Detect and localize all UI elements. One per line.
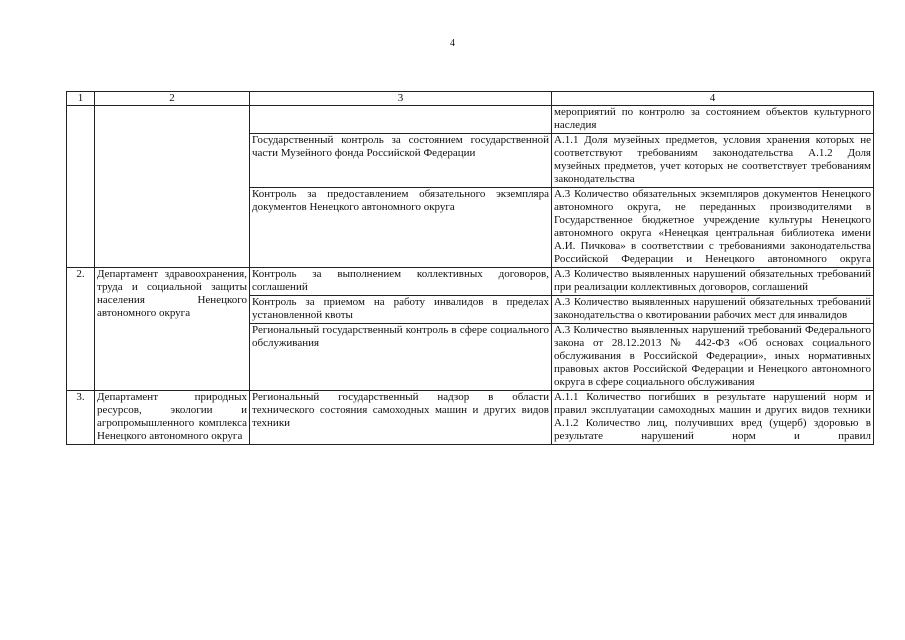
department-cell: Департамент здравоохранения, труда и социальной защиты населения Ненецкого автономного округа [95, 268, 250, 391]
column-header-3: 3 [250, 92, 552, 106]
control-type-cell [250, 106, 552, 134]
table-row [67, 106, 874, 134]
indicator-cell: А.3 Количество выявленных нарушений обязательных требований законодательства о квотировании рабочих мест для инвалидов [552, 296, 874, 324]
control-type-cell: Контроль за предоставлением обязательного экземпляра документов Ненецкого автономного округа [250, 188, 552, 268]
page-number: 4 [450, 38, 455, 49]
department-cell: Департамент природных ресурсов, экологии и агропромышленного комплекса Ненецкого автономного округа [95, 391, 250, 445]
control-table [66, 91, 874, 445]
table-row [67, 268, 874, 296]
control-type-cell: Региональный государственный надзор в области технического состояния самоходных машин и других видов техники [250, 391, 552, 445]
department-cell [95, 106, 250, 268]
table-header [67, 92, 874, 106]
control-type-cell: Контроль за приемом на работу инвалидов в пределах установленной квоты [250, 296, 552, 324]
indicator-cell: А.3 Количество обязательных экземпляров документов Ненецкого автономного округа, не переданных производителями в Государственное бюджетное учреждение культуры Ненецкого автономного округа «Ненецкая центральная библиотека имени А.И. Пичкова» в соответствии с требованиями законодательства Российской Федерации и Ненецкого автономного округа [552, 188, 874, 268]
control-type-cell: Контроль за выполнением коллективных договоров, соглашений [250, 268, 552, 296]
indicator-cell: А.3 Количество выявленных нарушений обязательных требований при реализации коллективных договоров, соглашений [552, 268, 874, 296]
control-type-cell: Региональный государственный контроль в сфере социального обслуживания [250, 324, 552, 391]
row-number-cell: 2. [67, 268, 95, 391]
indicator-cell: А.1.1 Доля музейных предметов, условия хранения которых не соответствуют требованиям законодательства А.1.2 Доля музейных предметов, учет которых не соответствует требованиям законодательства [552, 134, 874, 188]
indicator-cell: А.1.1 Количество погибших в результате нарушений норм и правил эксплуатации самоходных машин и других видов техники А.1.2 Количество лиц, получивших вред (ущерб) здоровью в результате нарушений норм и правил [552, 391, 874, 445]
column-header-4: 4 [552, 92, 874, 106]
indicator-cell: мероприятий по контролю за состоянием объектов культурного наследия [552, 106, 874, 134]
indicator-cell: А.3 Количество выявленных нарушений требований Федерального закона от 28.12.2013 № 442-ФЗ «Об основах социального обслуживания в Российской Федерации», иных нормативных правовых актов Российской Федерации и Ненецкого автономного округа в сфере социального обслуживания [552, 324, 874, 391]
row-number-cell [67, 106, 95, 268]
table-row [67, 391, 874, 445]
column-header-1: 1 [67, 92, 95, 106]
row-number-cell: 3. [67, 391, 95, 445]
control-type-cell: Государственный контроль за состоянием государственной части Музейного фонда Российской Федерации [250, 134, 552, 188]
column-header-2: 2 [95, 92, 250, 106]
